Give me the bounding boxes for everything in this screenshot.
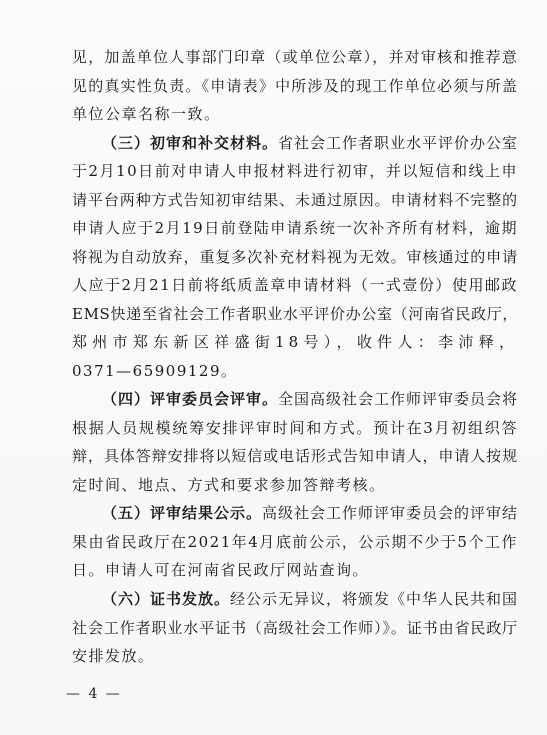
line-text: 全国高级社会工作师评审委员会将 [278,390,518,409]
section-heading: （五）评审结果公示。 [102,504,263,523]
paragraph-start-line [102,389,518,409]
line-text: 郑州市郑东新区祥盛街18号），收件人：李沛释， [72,333,518,352]
line-text: 定时间、地点、方式和要求参加答辩考核。 [72,475,386,494]
line-text: 人应于2月21日前将纸质盖章申请材料（一式壹份）使用邮政 [72,276,518,295]
text-line [72,190,518,210]
line-text: 日。申请人可在河南省民政厅网站查询。 [72,561,370,580]
text-line [72,161,518,181]
line-text: 社会工作者职业水平证书（高级社会工作师）》。证书由省民政厅 [72,618,518,637]
line-text: 省社会工作者职业水平评价办公室 [278,133,518,152]
text-line [72,247,518,267]
text-line [72,446,518,466]
text-line [72,304,518,324]
text-line [72,618,518,638]
line-text: 0371—65909129。 [72,361,238,380]
line-text: 将视为自动放弃，重复多次补充材料视为无效。审核通过的申请 [72,247,518,266]
text-line [72,76,518,96]
text-line [72,532,518,552]
line-text: 请平台两种方式告知初审结果、未通过原因。申请材料不完整的 [72,190,518,209]
paragraph-start-line [102,133,518,153]
text-line [72,646,518,666]
text-line [72,418,518,438]
text-line [72,275,518,295]
line-text: 果由省民政厅在2021年4月底前公示，公示期不少于5个工作 [72,532,518,551]
text-line [72,104,518,124]
line-text: 安排发放。 [72,647,155,665]
text-line [72,560,518,580]
line-text: 申请人应于2月19日前登陆申请系统一次补齐所有材料，逾期 [72,219,518,238]
paragraph-start-line [102,503,518,523]
text-line [72,218,518,238]
text-line [72,332,518,352]
line-text: 见，加盖单位人事部门印章（或单位公章），并对审核和推荐意 [72,48,518,66]
line-text: EMS快递至省社会工作者职业水平评价办公室（河南省民政厅， [72,304,518,323]
line-text: 单位公章名称一致。 [72,105,221,123]
line-text: 高级社会工作师评审委员会的评审结 [262,504,518,523]
section-heading: （六）证书发放。 [102,590,231,608]
text-line [72,361,518,381]
line-text: 经公示无异议，将颁发《中华人民共和国 [230,590,518,608]
line-text: 见的真实性负责。《申请表》中所涉及的现工作单位必须与所盖 [72,76,518,95]
text-line [72,47,518,67]
page-number: — 4 — [66,686,122,702]
line-text: 辩，具体答辩安排将以短信或电话形式告知申请人，申请人按规 [72,447,518,466]
text-line [72,475,518,495]
line-text: 根据人员规模统筹安排评审时间和方式。预计在3月初组织答 [72,418,518,437]
section-heading: （四）评审委员会评审。 [102,390,279,409]
line-text: 于2月10日前对申请人申报材料进行初审，并以短信和线上申 [72,162,518,181]
paragraph-start-line [102,589,518,609]
section-heading: （三）初审和补交材料。 [102,133,279,152]
